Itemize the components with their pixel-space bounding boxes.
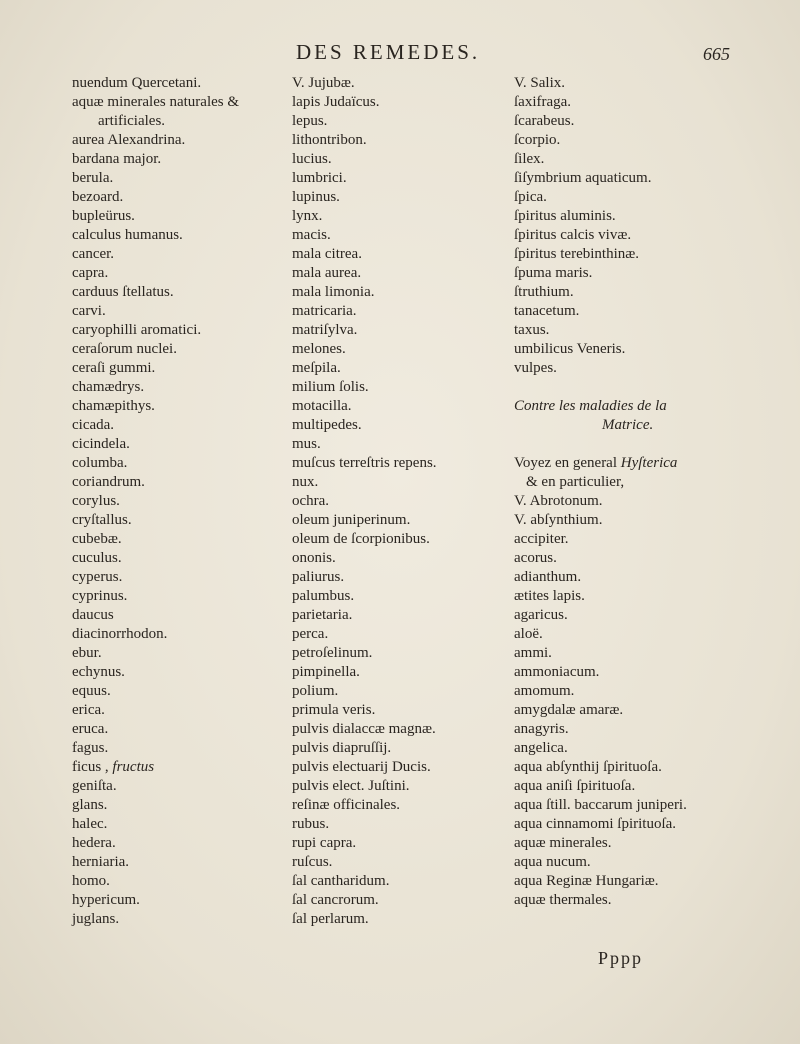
- list-item: geniſta.: [72, 778, 117, 794]
- page-header: [0, 40, 800, 70]
- list-item: pimpinella.: [292, 664, 360, 680]
- list-item: meſpila.: [292, 360, 341, 376]
- list-item: muſcus terreſtris repens.: [292, 455, 437, 471]
- list-item: V. abſynthium.: [514, 512, 603, 528]
- list-item: chamæpithys.: [72, 398, 155, 414]
- list-item: nux.: [292, 474, 319, 490]
- list-item: cryſtallus.: [72, 512, 132, 528]
- list-item: ochra.: [292, 493, 330, 509]
- list-item: pulvis elect. Juſtini.: [292, 778, 410, 794]
- list-item: ſpiritus aluminis.: [514, 208, 616, 224]
- list-item: rupi capra.: [292, 835, 357, 851]
- list-item: mala limonia.: [292, 284, 375, 300]
- list-item: parietaria.: [292, 607, 353, 623]
- list-item: milium ſolis.: [292, 379, 369, 395]
- list-item: aurea Alexandrina.: [72, 132, 186, 148]
- list-item: paliurus.: [292, 569, 345, 585]
- list-item: carduus ſtellatus.: [72, 284, 174, 300]
- list-item: pulvis electuarij Ducis.: [292, 759, 431, 775]
- list-item: & en particulier,: [526, 474, 625, 490]
- voyez-italic: Hyſterica: [620, 455, 678, 471]
- list-item: [72, 758, 294, 777]
- list-item: cyprinus.: [72, 588, 128, 604]
- list-item: capra.: [72, 265, 109, 281]
- list-item: nuendum Quercetani.: [72, 75, 202, 91]
- list-item: ſal cancrorum.: [292, 892, 379, 908]
- list-item: bezoard.: [72, 189, 124, 205]
- list-item: hedera.: [72, 835, 116, 851]
- list-item: ononis.: [292, 550, 336, 566]
- section-heading-continued: Matrice.: [602, 417, 654, 433]
- list-item: lynx.: [292, 208, 323, 224]
- list-item: ſpuma maris.: [514, 265, 593, 281]
- list-item: V. Abrotonum.: [514, 493, 603, 509]
- list-item: accipiter.: [514, 531, 569, 547]
- list-item: mus.: [292, 436, 321, 452]
- list-item: juglans.: [72, 911, 120, 927]
- list-item: aqua aniſi ſpirituoſa.: [514, 778, 636, 794]
- index-column-right: [514, 74, 784, 910]
- list-item: V. Jujubæ.: [292, 75, 355, 91]
- list-item: multipedes.: [292, 417, 362, 433]
- list-item: chamædrys.: [72, 379, 145, 395]
- list-item: glans.: [72, 797, 108, 813]
- list-item: adianthum.: [514, 569, 582, 585]
- list-item: lapis Judaïcus.: [292, 94, 380, 110]
- list-item: ſiſymbrium aquaticum.: [514, 170, 652, 186]
- list-item: pulvis dialaccæ magnæ.: [292, 721, 436, 737]
- list-item: herniaria.: [72, 854, 130, 870]
- list-item: aquæ minerales.: [514, 835, 612, 851]
- list-item: taxus.: [514, 322, 550, 338]
- list-item: angelica.: [514, 740, 568, 756]
- list-item: petroſelinum.: [292, 645, 373, 661]
- list-item: cancer.: [72, 246, 115, 262]
- list-item: lepus.: [292, 113, 328, 129]
- list-item: ſaxifraga.: [514, 94, 572, 110]
- list-item: mala citrea.: [292, 246, 362, 262]
- list-item: macis.: [292, 227, 331, 243]
- section-heading: Contre les maladies de la: [514, 398, 667, 414]
- list-item: melones.: [292, 341, 346, 357]
- list-item: matriſylva.: [292, 322, 358, 338]
- list-item: halec.: [72, 816, 108, 832]
- list-item: aloë.: [514, 626, 543, 642]
- index-column-middle: [292, 74, 514, 929]
- list-item: amomum.: [514, 683, 575, 699]
- list-item: lupinus.: [292, 189, 340, 205]
- spacer: [514, 378, 784, 397]
- list-item: pulvis diapruſſij.: [292, 740, 392, 756]
- list-item: bupleürus.: [72, 208, 135, 224]
- list-item: rubus.: [292, 816, 330, 832]
- running-head: DES REMEDES.: [296, 40, 481, 64]
- list-item: matricaria.: [292, 303, 357, 319]
- list-item: carvi.: [72, 303, 106, 319]
- list-item: ſcarabeus.: [514, 113, 575, 129]
- list-item: aqua Reginæ Hungariæ.: [514, 873, 659, 889]
- list-item: hypericum.: [72, 892, 140, 908]
- list-item: diacinorrhodon.: [72, 626, 168, 642]
- list-item: oleum juniperinum.: [292, 512, 411, 528]
- list-item: polium.: [292, 683, 339, 699]
- list-item: ebur.: [72, 645, 102, 661]
- list-item: anagyris.: [514, 721, 569, 737]
- list-item: equus.: [72, 683, 111, 699]
- list-item: aquæ minerales naturales &: [72, 94, 240, 110]
- list-item: ſal perlarum.: [292, 911, 369, 927]
- list-item: fagus.: [72, 740, 109, 756]
- list-item: coriandrum.: [72, 474, 145, 490]
- list-item: ceraſi gummi.: [72, 360, 156, 376]
- voyez-prefix: Voyez en general: [514, 455, 618, 471]
- list-item: cyperus.: [72, 569, 123, 585]
- index-column-left: [72, 74, 294, 929]
- list-item: amygdalæ amaræ.: [514, 702, 624, 718]
- list-item: mala aurea.: [292, 265, 362, 281]
- list-item: lumbrici.: [292, 170, 347, 186]
- list-item: perca.: [292, 626, 329, 642]
- list-item: aqua cinnamomi ſpirituoſa.: [514, 816, 677, 832]
- list-item: ruſcus.: [292, 854, 333, 870]
- list-item: ſal cantharidum.: [292, 873, 390, 889]
- list-item: oleum de ſcorpionibus.: [292, 531, 430, 547]
- italic-fragment: fructus: [112, 759, 155, 775]
- list-item: aqua nucum.: [514, 854, 591, 870]
- list-item: homo.: [72, 873, 110, 889]
- list-item: agaricus.: [514, 607, 568, 623]
- list-item: motacilla.: [292, 398, 352, 414]
- list-item: echynus.: [72, 664, 125, 680]
- spacer: [514, 435, 784, 454]
- list-item: daucus: [72, 607, 114, 623]
- list-item: eruca.: [72, 721, 109, 737]
- list-item: lithontribon.: [292, 132, 367, 148]
- list-item: aqua ſtill. baccarum juniperi.: [514, 797, 687, 813]
- list-item: ammi.: [514, 645, 552, 661]
- list-item: ſtruthium.: [514, 284, 574, 300]
- list-item: erica.: [72, 702, 105, 718]
- signature-mark: Pppp: [598, 948, 644, 968]
- list-item: ætites lapis.: [514, 588, 585, 604]
- list-item: [514, 454, 784, 473]
- page-number: 665: [703, 44, 730, 64]
- list-item: cicindela.: [72, 436, 130, 452]
- list-item: ſpiritus calcis vivæ.: [514, 227, 632, 243]
- list-item: corylus.: [72, 493, 120, 509]
- list-item-text: ficus ,: [72, 759, 109, 775]
- list-item: umbilicus Veneris.: [514, 341, 626, 357]
- list-item: bardana major.: [72, 151, 162, 167]
- list-item: lucius.: [292, 151, 332, 167]
- list-item: aquæ thermales.: [514, 892, 612, 908]
- list-item: columba.: [72, 455, 128, 471]
- list-item: ſpiritus terebinthinæ.: [514, 246, 639, 262]
- list-item: ſpica.: [514, 189, 547, 205]
- list-item: acorus.: [514, 550, 557, 566]
- list-item: cuculus.: [72, 550, 122, 566]
- list-item: ammoniacum.: [514, 664, 600, 680]
- list-item: palumbus.: [292, 588, 355, 604]
- list-item: cubebæ.: [72, 531, 122, 547]
- list-item: caryophilli aromatici.: [72, 322, 202, 338]
- list-item: primula veris.: [292, 702, 376, 718]
- list-item: berula.: [72, 170, 114, 186]
- list-item: ſilex.: [514, 151, 545, 167]
- list-item: vulpes.: [514, 360, 557, 376]
- list-item: ſcorpio.: [514, 132, 561, 148]
- list-item: cicada.: [72, 417, 115, 433]
- list-item: artificiales.: [98, 113, 166, 129]
- list-item: V. Salix.: [514, 75, 565, 91]
- list-item: aqua abſynthij ſpirituoſa.: [514, 759, 662, 775]
- list-item: ceraſorum nuclei.: [72, 341, 177, 357]
- list-item: reſinæ officinales.: [292, 797, 401, 813]
- list-item: calculus humanus.: [72, 227, 183, 243]
- list-item: tanacetum.: [514, 303, 580, 319]
